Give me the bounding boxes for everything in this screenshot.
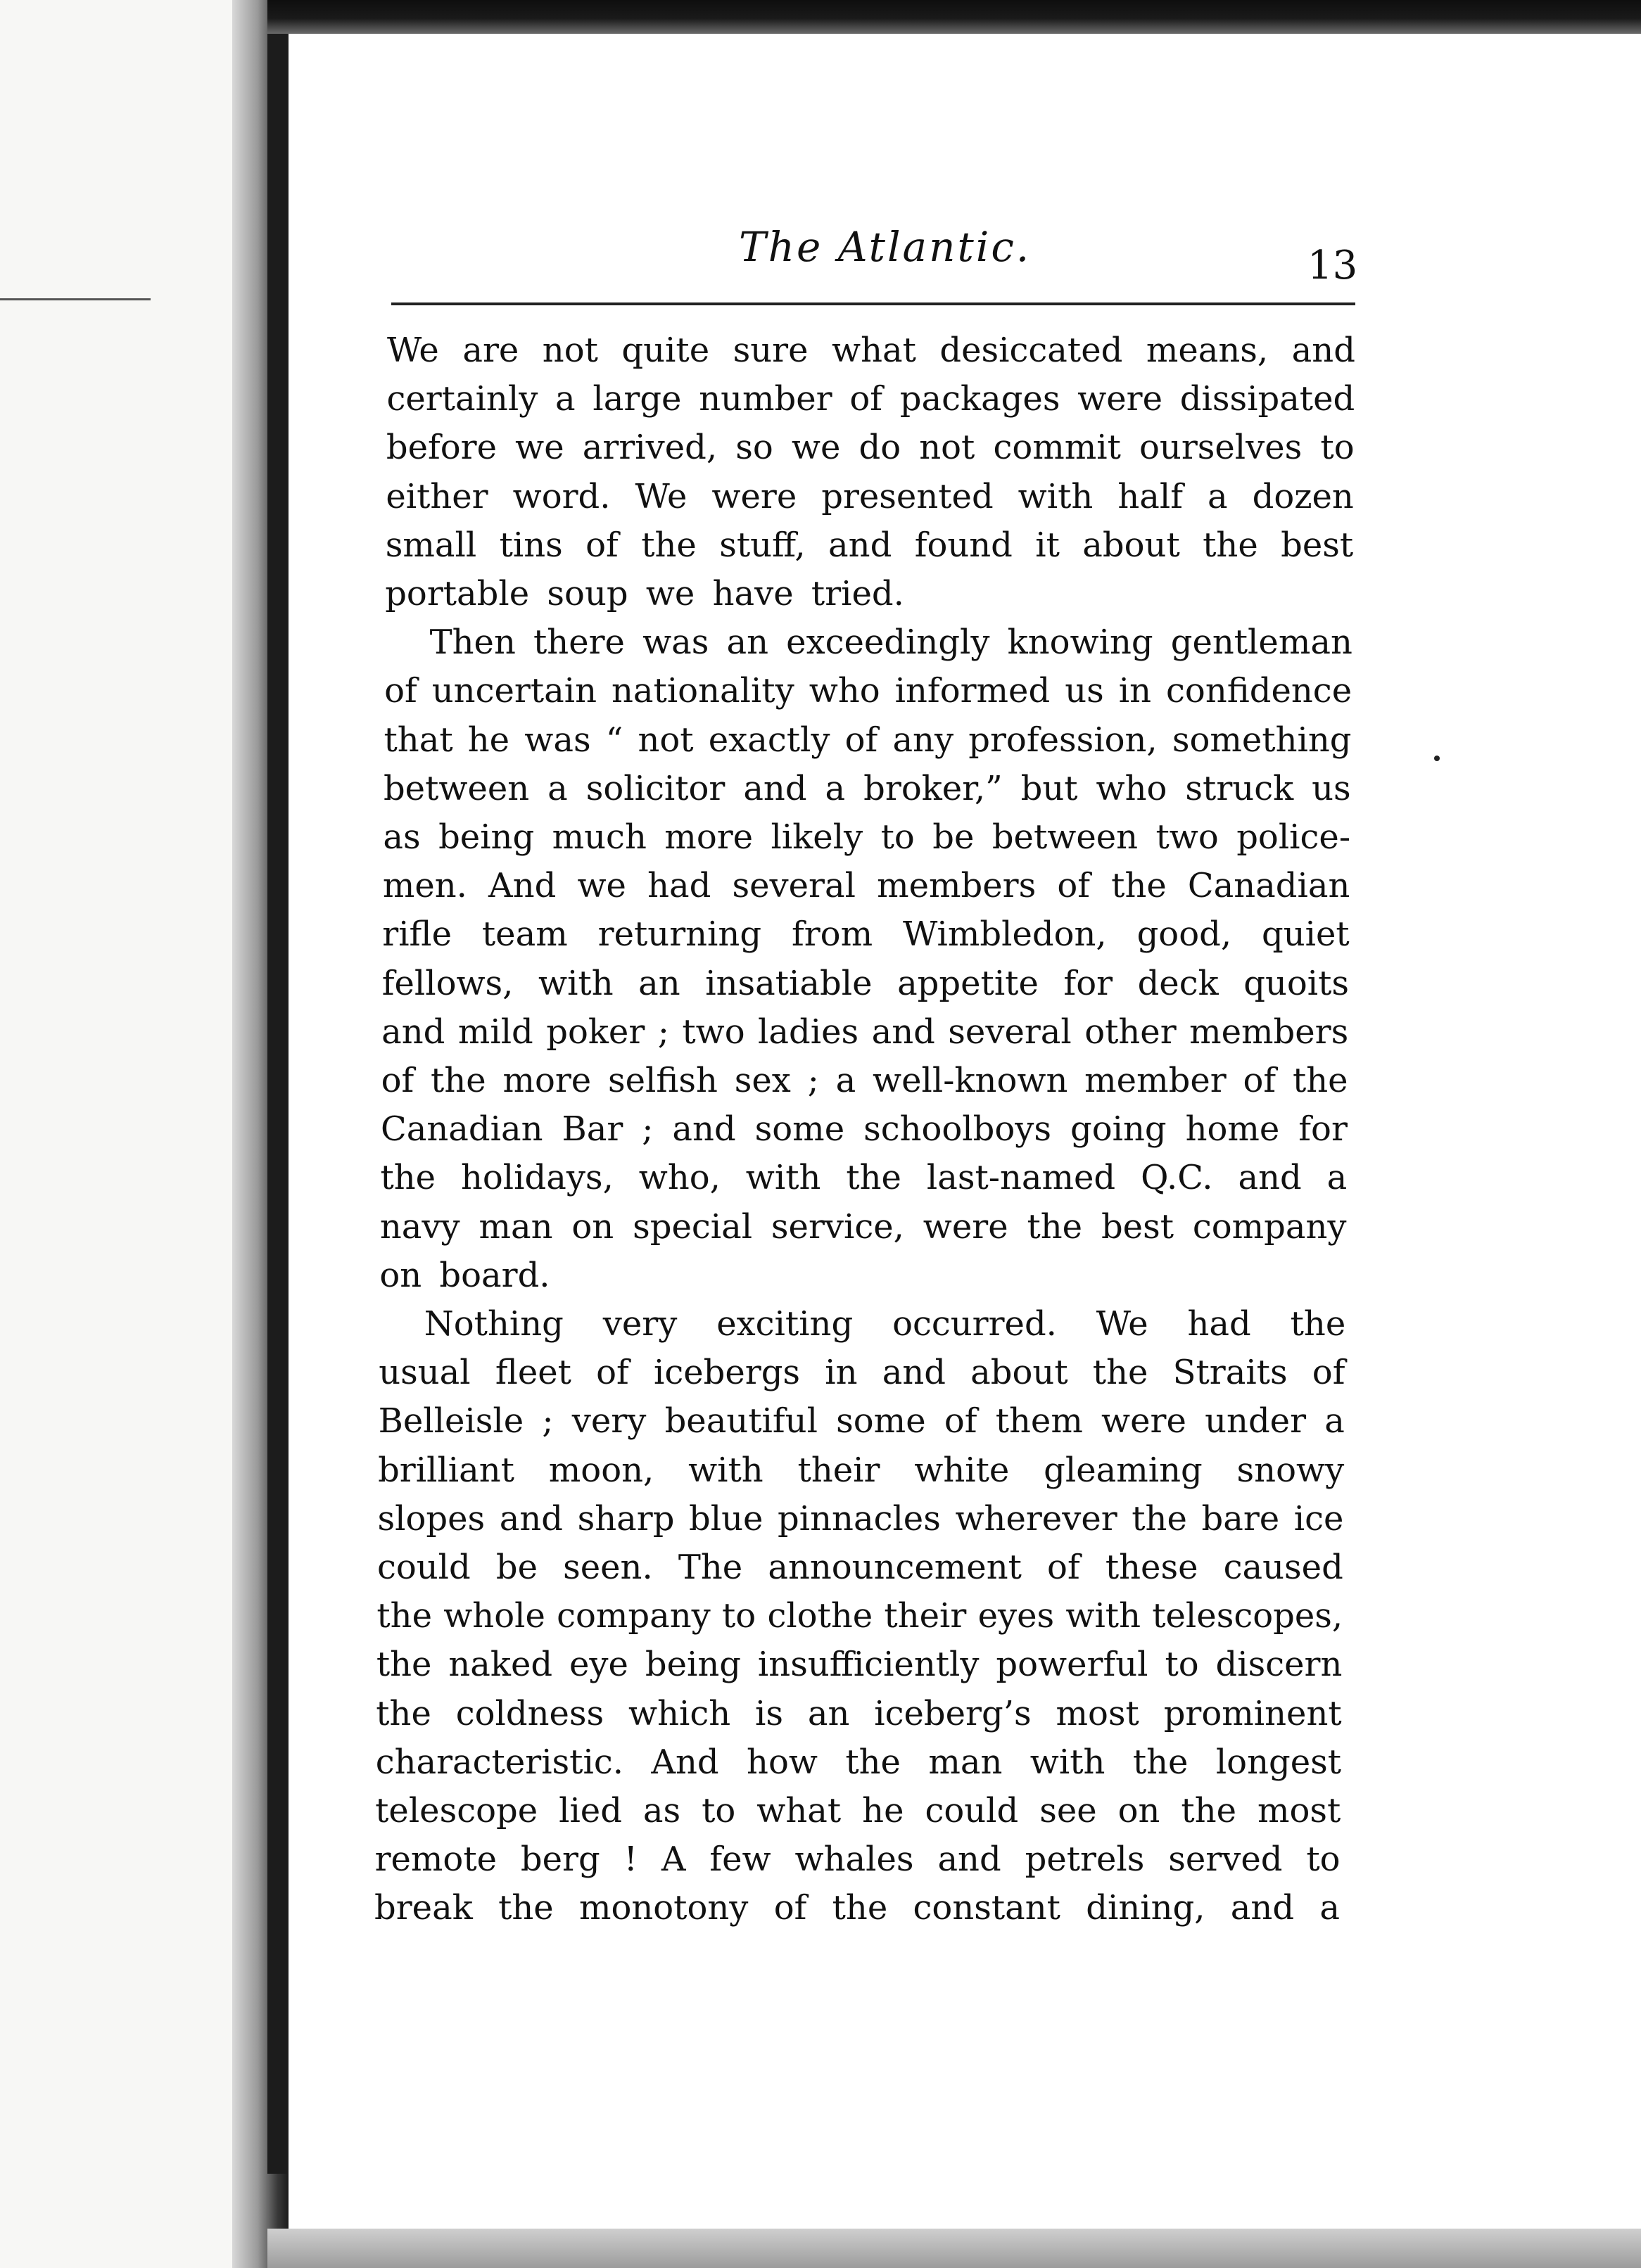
top-page-edge [267, 0, 1641, 34]
text-line: rifle team returning from Wimbledon, good, quiet [382, 915, 1350, 955]
running-head-rule [391, 302, 1355, 305]
text-line: slopes and sharp blue pinnacles wherever the bare ice [377, 1498, 1344, 1538]
scan-speck [1434, 756, 1440, 761]
text-line: of uncertain nationality who informed us in confidence [384, 671, 1352, 711]
text-line: small tins of the stuff, and found it about the best [385, 525, 1354, 565]
left-page-rule [0, 298, 151, 300]
text-line: We are not quite sure what desiccated means, and [387, 331, 1355, 370]
text-line: portable soup we have tried. [385, 574, 904, 613]
text-line: usual fleet of icebergs in and about the Straits of [379, 1353, 1345, 1393]
text-line: the holidays, who, with the last-named Q.C. and a [380, 1158, 1348, 1198]
text-line: Nothing very exciting occurred. We had the [424, 1304, 1346, 1344]
text-line: Then there was an exceedingly knowing gentleman [429, 623, 1352, 663]
text-line: brilliant moon, with their white gleaming snowy [378, 1450, 1345, 1490]
text-line: telescope lied as to what he could see on the most [375, 1791, 1341, 1830]
text-line: men. And we had several members of the Canadian [382, 866, 1350, 906]
text-line: remote berg ! A few whales and petrels served to [374, 1840, 1341, 1880]
text-line: the naked eye being insufficiently powerful to discern [376, 1645, 1343, 1685]
page-number: 13 [1307, 243, 1358, 288]
text-line: Canadian Bar ; and some schoolboys going home for [381, 1109, 1348, 1149]
text-line: before we arrived, so we do not commit ourselves to [386, 428, 1355, 468]
text-line: fellows, with an insatiable appetite for deck quoits [381, 963, 1350, 1003]
text-line: either word. We were presented with half a dozen [386, 476, 1354, 516]
text-line: as being much more likely to be between two police- [383, 817, 1351, 857]
text-line: certainly a large number of packages were dissipated [386, 379, 1355, 419]
text-line: Belleisle ; very beautiful some of them were under a [378, 1401, 1345, 1441]
text-line: characteristic. And how the man with the longest [375, 1742, 1342, 1782]
text-line: the whole company to clothe their eyes with telescopes, [376, 1596, 1343, 1636]
text-line: of the more selfish sex ; a well-known member of the [381, 1061, 1348, 1100]
binding-edge [267, 28, 289, 2174]
bottom-page-edge [267, 2229, 1641, 2268]
left-page [0, 0, 260, 2268]
text-line: the coldness which is an iceberg’s most prominent [376, 1693, 1342, 1733]
text-line: between a solicitor and a broker,” but who struck us [383, 768, 1351, 808]
text-line: that he was “ not exactly of any profession, something [384, 720, 1352, 760]
text-line: could be seen. The announcement of these caused [376, 1548, 1343, 1587]
running-head-title: The Atlantic. [739, 223, 1032, 271]
text-line: break the monotony of the constant dining, and a [374, 1888, 1340, 1928]
text-line: on board. [379, 1255, 550, 1295]
text-line: and mild poker ; two ladies and several other members [381, 1012, 1349, 1052]
text-line: navy man on special service, were the best company [379, 1206, 1347, 1247]
